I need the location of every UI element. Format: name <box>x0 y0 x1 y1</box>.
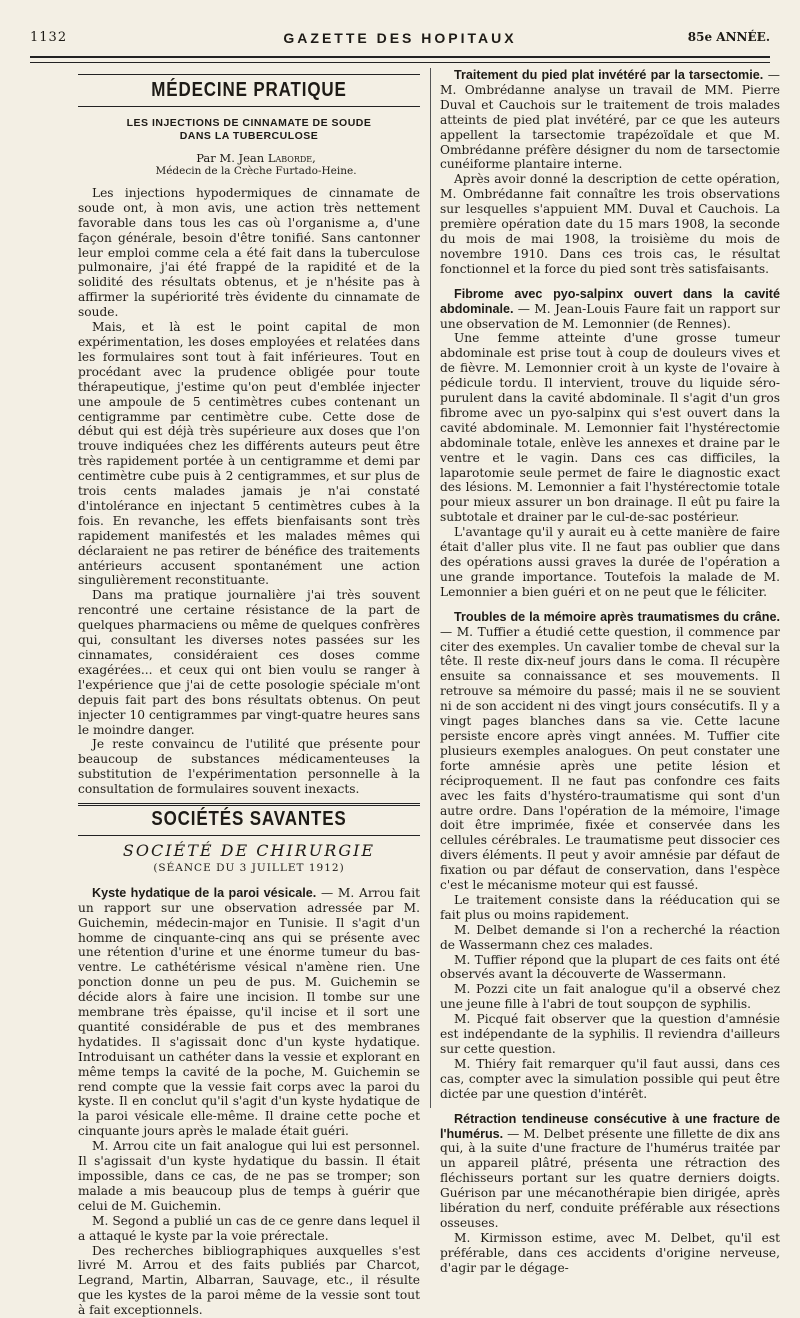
pied-lead-text: — M. Ombrédanne analyse un travail de MM. Pierre Duval et Cauchois sur le traitement de trois malades atteints de pied plat invétéré, par ce que les auteurs appellent la tarsectomie trapézoïdale et que M. Ombrédanne préfère désigner du nom de tarsectomie cunéiforme plantaire interne. <box>440 68 780 172</box>
subhead-fibrome: Fibrome avec pyo-salpinx ouvert dans la cavité abdominale. <box>440 286 780 316</box>
running-title: GAZETTE DES HOPITAUX <box>283 30 517 46</box>
paragraph: M. Arrou cite un fait analogue qui lui est personnel. Il s'agissait d'un kyste hydatique du bassin. Il était impossible, dans ce cas, de ne pas se tromper; son malade a mis beaucoup plus de temps à guérir que celui de M. Guichemin. <box>78 1139 420 1213</box>
article-byline <box>78 151 420 165</box>
section-title-societes: SOCIÉTÉS SAVANTES <box>151 808 347 831</box>
article-title-line1: LES INJECTIONS DE CINNAMATE DE SOUDE <box>126 116 372 129</box>
paragraph: M. Kirmisson estime, avec M. Delbet, qu'il est préférable, dans ces accidents d'origine nerveuse, d'agir par le dégage- <box>440 1230 780 1275</box>
paragraph: M. Pozzi cite un fait analogue qu'il a observé chez une jeune fille à l'abri de tout soupçon de syphilis. <box>440 982 780 1012</box>
volume-year: 85e ANNÉE. <box>687 30 770 44</box>
society-name: SOCIÉTÉ DE CHIRURGIE <box>122 840 376 860</box>
kyste-lead-text: — M. Arrou fait un rapport sur une observation adressée par M. Guichemin, médecin-major en Tunisie. Il s'agit d'un homme de cinquante-cinq ans qui se présente avec une rétention d'urine et une énorme tumeur du bas-ventre. Le cathétérisme vésical n'amène rien. Une ponction donne un peu de pus. M. Guichemin se décide alors à faire une incision. Il tombe sur une membrane très épaisse, qu'il incise et il sort une quantité considérable de pus et des membranes hydatides. Il s'agissait donc d'un kyste hydatique. Introduisant un cathéter dans la vessie et explorant en même temps la cavité de la poche, M. Guichemin se rend compte que la vessie fait corps avec la paroi du kyste. Il en conclut qu'il s'agit d'un kyste hydatique de la paroi vésicale elle-même. Il draine cette poche et cinquante jours après le malade était guéri. <box>78 885 420 1139</box>
right-column <box>440 68 780 1276</box>
kyste-lead <box>78 886 420 1139</box>
paragraph: Je reste convaincu de l'utilité que présente pour beaucoup de substances médicamenteuses la substitution de l'expérimentation personnelle à la consultation de formulaires souvent inexacts. <box>78 737 420 797</box>
paragraph: L'avantage qu'il y aurait eu à cette manière de faire était d'aller plus vite. Il ne faut pas oublier que dans des opérations aussi graves la durée de l'opération a une grande importance. Toutefois la malade de M. Lemonnier a bien guéri et on ne peut que le féliciter. <box>440 525 780 599</box>
session-date: (SÉANCE DU 3 JUILLET 1912) <box>153 861 345 874</box>
byline-author: Laborde, <box>267 150 316 165</box>
header-rule <box>30 56 770 63</box>
article-title-line2: DANS LA TUBERCULOSE <box>179 129 319 142</box>
left-column <box>78 68 420 1318</box>
retraction-lead <box>440 1112 780 1231</box>
fibrome-lead <box>440 287 780 332</box>
column-divider <box>430 68 431 1108</box>
section-title-medecine: MÉDECINE PRATIQUE <box>151 79 347 101</box>
paragraph: M. Thiéry fait remarquer qu'il faut aussi, dans ces cas, compter avec la simulation possible qui peut être dictée par une question d'intérêt. <box>440 1056 780 1101</box>
pied-lead <box>440 68 780 172</box>
fibrome-lead-text: — M. Jean-Louis Faure fait un rapport sur une observation de M. Lemonnier (de Rennes). <box>440 301 780 331</box>
societies-rule-bottom <box>78 835 420 836</box>
paragraph: M. Tuffier répond que la plupart de ces faits ont été observés avant la découverte de Wassermann. <box>440 952 780 982</box>
paragraph: M. Picqué fait observer que la question d'amnésie est indépendante de la syphilis. Il reviendra d'ailleurs sur cette question. <box>440 1012 780 1056</box>
subhead-memoire: Troubles de la mémoire après traumatismes du crâne. <box>454 609 780 624</box>
retraction-lead-text: — M. Delbet présente une fillette de dix ans qui, à la suite d'une fracture de l'humérus traitée par un appareil plâtré, présenta une rétraction des fléchisseurs portant sur les quatre derniers doigts. Guérison par une mécanothérapie bien dirigée, après libération du nerf, conduite préférable aux résections osseuses. <box>440 1126 780 1230</box>
paragraph: Après avoir donné la description de cette opération, M. Ombrédanne fait connaître les trois observations sur lesquelles s'appuient MM. Duval et Cauchois. La première opération date du 15 mars 1908, la seconde du mois de mai 1908, la troisième du mois de novembre 1910. Dans ces trois cas, le résultat fonctionnel et la force du pied sont très satisfaisants. <box>440 172 780 276</box>
subhead-kyste: Kyste hydatique de la paroi vésicale. <box>92 885 317 900</box>
page-header <box>30 30 770 54</box>
memoire-lead-text: — M. Tuffier a étudié cette question, il commence par citer des exemples. Un cavalier tombe de cheval sur la tête. Il reste dix-neuf jours dans le coma. Il récupère ensuite sa connaissance et ses mouvements. Il retrouve sa mémoire du passé; mais il ne se souvient ni de son accident ni des vingt jours consécutifs. Il y a vingt pages blanches dans sa vie. Cette lacune persiste encore après vingt années. M. Tuffier cite plusieurs exemples analogues. On peut constater une forte amnésie après une petite lésion et réciproquement. Il ne faut pas confondre ces faits avec les faits d'hystéro-traumatisme qui sont d'un autre ordre. Dans l'opération de la mémoire, l'image doit être imprimée, fixée et conservée dans les cellules cérébrales. Le traumatisme peut dissocier ces divers éléments. Il peut y avoir amnésie par défaut de fixation ou par défaut de conservation, dans l'espèce c'est le mécanisme moteur qui est faussé. <box>440 624 780 893</box>
paragraph: Des recherches bibliographiques auxquelles s'est livré M. Arrou et des faits publiés par Charcot, Legrand, Martin, Albarran, Sauvage, etc., il résulte que les kystes de la paroi même de la vessie sont tout à fait exceptionnels. <box>78 1243 420 1318</box>
paragraph: Le traitement consiste dans la rééducation qui se fait plus ou moins rapidement. <box>440 892 780 922</box>
societies-rule-top <box>78 803 420 806</box>
article-title <box>78 117 420 143</box>
paragraph: M. Segond a publié un cas de ce genre dans lequel il a attaqué le kyste par la voie prérectale. <box>78 1213 420 1243</box>
subhead-retraction: Rétraction tendineuse consécutive à une fracture de l'humérus. <box>440 1111 780 1141</box>
paragraph: Mais, et là est le point capital de mon expérimentation, les doses employées et relatées dans les formulaires sont tout à fait inférieures. Tout en procédant avec la prudence obligée pour toute thérapeutique, j'estime qu'on peut d'emblée injecter une ampoule de 5 centimètres cubes contenant un centigramme par centimètre cube. Cette dose de début qui est déjà très supérieure aux doses que l'on trouve indiquées chez les différents auteurs peut être très rapidement portée à un centigramme et demi par centimètre cube puis à 2 centigrammes, et sur plus de trois cents malades jamais je n'ai constaté d'intolérance en injectant 5 centimètres cubes à la fois. En revanche, les effets bienfaisants sont très rapidement manifestés et les malades mêmes qui déclaraient ne pas retirer de bénéfice des traitements antérieurs accusent spontanément une action singulièrement reconstituante. <box>78 320 420 588</box>
paragraph: Les injections hypodermiques de cinnamate de soude ont, à mon avis, une action très nettement favorable dans tous les cas où l'organisme a, d'une façon générale, besoin d'être tonifié. Sans cantonner leur emploi comme cela a été fait dans la tuberculose pulmonaire, j'ai été frappé de la rapidité et de la solidité des résultats obtenus, et je n'hésite pas à affirmer la supériorité très évidente du cinnamate de soude. <box>78 185 420 320</box>
byline-prefix: Par M. Jean <box>196 150 265 165</box>
author-affiliation: Médecin de la Crèche Furtado-Heine. <box>155 164 357 177</box>
paragraph: Une femme atteinte d'une grosse tumeur abdominale est prise tout à coup de douleurs vives et de fièvre. M. Lemonnier croit à un kyste de l'ovaire à pédicule tordu. Il intervient, trouve du liquide séro-purulent dans la cavité abdominale. Il s'agit d'un gros fibrome avec un pyo-salpinx qui s'est ouvert dans la cavité abdominale. M. Lemonnier fait l'hystérectomie abdominale totale, enlève les annexes et draine par le ventre et le vagin. Dans ces cas difficiles, la laparotomie seule permet de faire le diagnostic exact des lésions. M. Lemonnier a fait l'hystérectomie totale pour mieux assurer un bon drainage. Il eût pu faire la subtotale et drainer par le cul-de-sac postérieur. <box>440 331 780 525</box>
memoire-lead <box>440 610 780 893</box>
section-rule-bottom <box>78 106 420 107</box>
paragraph: M. Delbet demande si l'on a recherché la réaction de Wassermann chez ces malades. <box>440 922 780 952</box>
subhead-pied-plat: Traitement du pied plat invétéré par la tarsectomie. <box>454 68 764 82</box>
section-rule-top <box>78 74 420 75</box>
page-number: 1132 <box>30 30 68 45</box>
paragraph: Dans ma pratique journalière j'ai très souvent rencontré une certaine résistance de la part de quelques pharmaciens ou même de quelques confrères qui, consultant les diverses notes passées sur les cinnamates, considéraient ces doses comme exagérées... et ceux qui ont bien voulu se ranger à l'expérience que j'ai de cette posologie spéciale m'ont depuis fait part des bons résultats obtenus. On peut injecter 10 centigrammes par vingt-quatre heures sans le moindre danger. <box>78 588 420 737</box>
